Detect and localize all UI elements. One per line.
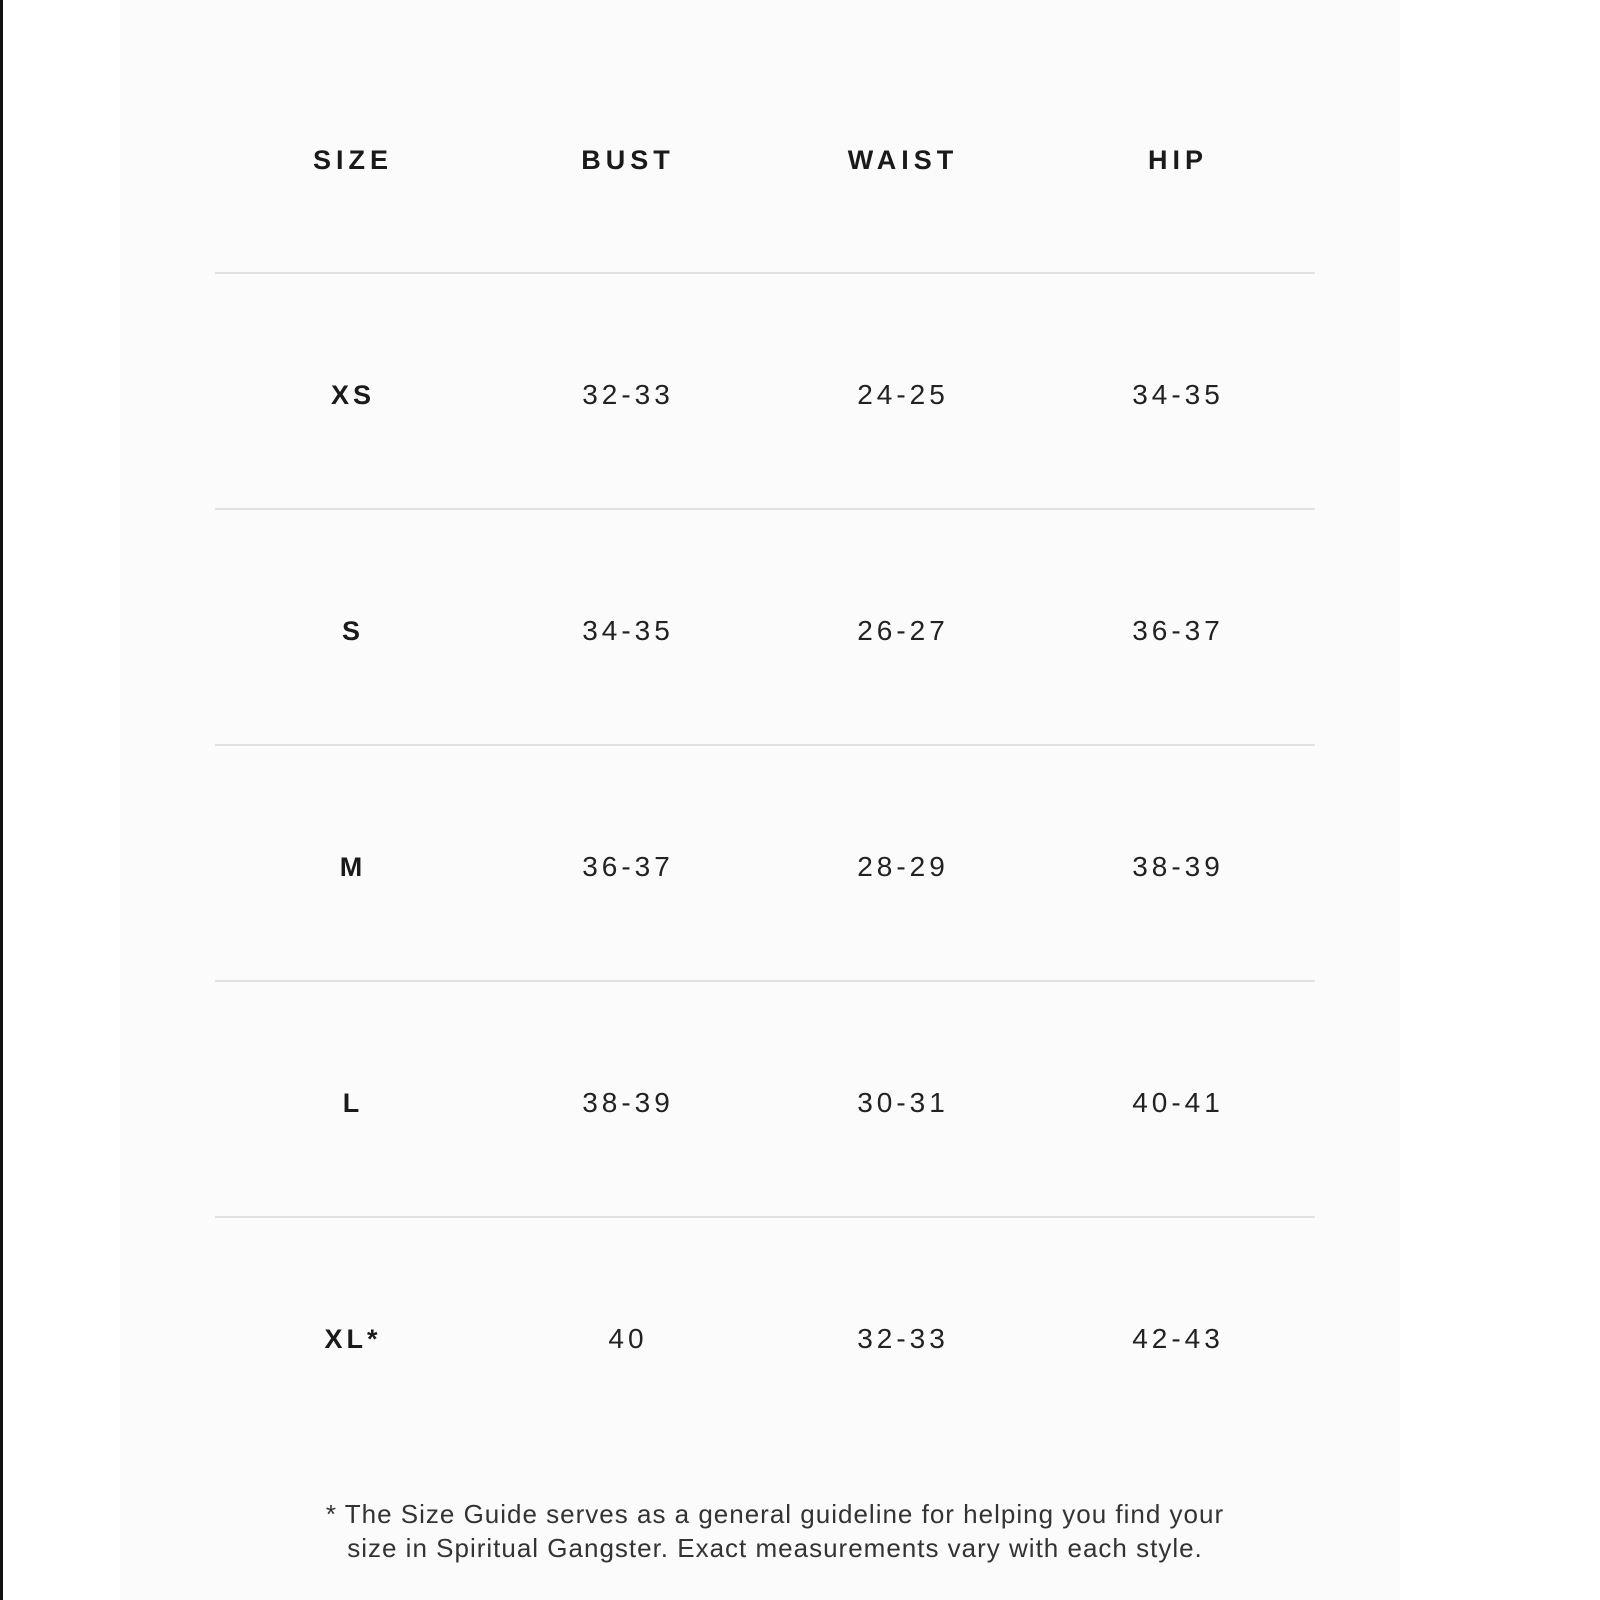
row-divider	[215, 508, 1315, 510]
hip-cell: 38-39	[1132, 851, 1224, 882]
waist-cell: 24-25	[857, 379, 949, 410]
row-divider	[215, 980, 1315, 982]
column-header-bust: BUST	[581, 145, 675, 175]
size-cell: XL*	[324, 1324, 382, 1354]
hip-cell: 34-35	[1132, 379, 1224, 410]
table-row	[0, 616, 1600, 646]
size-cell: XS	[330, 380, 376, 410]
table-row	[0, 1324, 1600, 1354]
table-row	[0, 380, 1600, 410]
row-divider	[215, 744, 1315, 746]
waist-cell: 30-31	[857, 1087, 949, 1118]
footnote-line-1: * The Size Guide serves as a general guideline for helping you find your	[325, 1499, 1225, 1529]
table-row	[0, 1088, 1600, 1118]
bust-cell: 40	[608, 1323, 648, 1354]
column-header-hip: HIP	[1147, 145, 1208, 175]
waist-cell: 26-27	[857, 615, 949, 646]
size-guide-footnote	[220, 1497, 1330, 1565]
size-chart-panel	[120, 0, 1400, 1600]
bust-cell: 36-37	[582, 851, 674, 882]
table-header-row	[0, 145, 1600, 175]
column-header-waist: WAIST	[847, 145, 959, 175]
row-divider	[215, 1216, 1315, 1218]
hip-cell: 36-37	[1132, 615, 1224, 646]
bust-cell: 34-35	[582, 615, 674, 646]
hip-cell: 40-41	[1132, 1087, 1224, 1118]
row-divider	[215, 272, 1315, 274]
bust-cell: 32-33	[582, 379, 674, 410]
hip-cell: 42-43	[1132, 1323, 1224, 1354]
size-cell: L	[342, 1088, 364, 1118]
left-edge-border	[0, 0, 3, 1600]
size-cell: M	[339, 852, 367, 882]
column-header-size: SIZE	[312, 145, 393, 175]
waist-cell: 28-29	[857, 851, 949, 882]
waist-cell: 32-33	[857, 1323, 949, 1354]
footnote-line-2: size in Spiritual Gangster. Exact measurements vary with each style.	[347, 1533, 1203, 1563]
table-row	[0, 852, 1600, 882]
size-cell: S	[341, 616, 364, 646]
bust-cell: 38-39	[582, 1087, 674, 1118]
